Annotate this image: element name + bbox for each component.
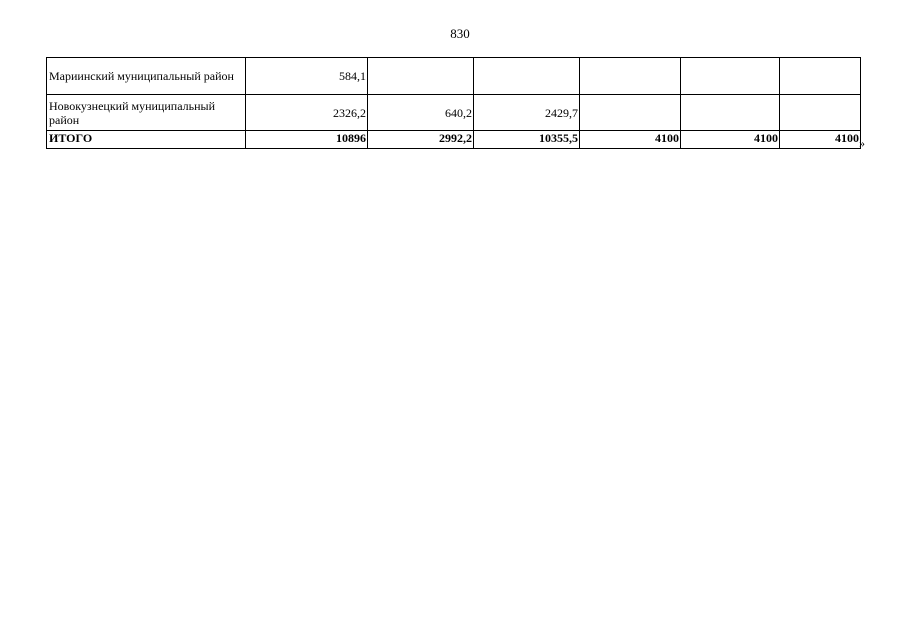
value-cell — [474, 58, 580, 95]
total-value-cell: 4100 — [681, 131, 780, 149]
value-cell: 2429,7 — [474, 95, 580, 131]
value-cell — [780, 58, 861, 95]
value-cell — [681, 58, 780, 95]
value-cell: 584,1 — [246, 58, 368, 95]
total-label-cell: ИТОГО — [47, 131, 246, 149]
table-row — [47, 58, 861, 95]
total-value-cell: 2992,2 — [368, 131, 474, 149]
closing-quote: » — [859, 136, 865, 150]
value-cell — [780, 95, 861, 131]
total-value-cell: 10355,5 — [474, 131, 580, 149]
page-number: 830 — [450, 26, 470, 41]
budget-table — [46, 57, 861, 149]
table-row — [47, 95, 861, 131]
value-cell — [580, 58, 681, 95]
total-value-cell: 4100 — [780, 131, 861, 149]
total-row — [47, 131, 861, 149]
value-cell: 640,2 — [368, 95, 474, 131]
value-cell — [368, 58, 474, 95]
district-name-cell: Мариинский муниципальный район — [47, 58, 246, 95]
district-name-cell: Новокузнецкий муниципальный район — [47, 95, 246, 131]
value-cell: 2326,2 — [246, 95, 368, 131]
total-value-cell: 4100 — [580, 131, 681, 149]
value-cell — [580, 95, 681, 131]
total-value-cell: 10896 — [246, 131, 368, 149]
value-cell — [681, 95, 780, 131]
